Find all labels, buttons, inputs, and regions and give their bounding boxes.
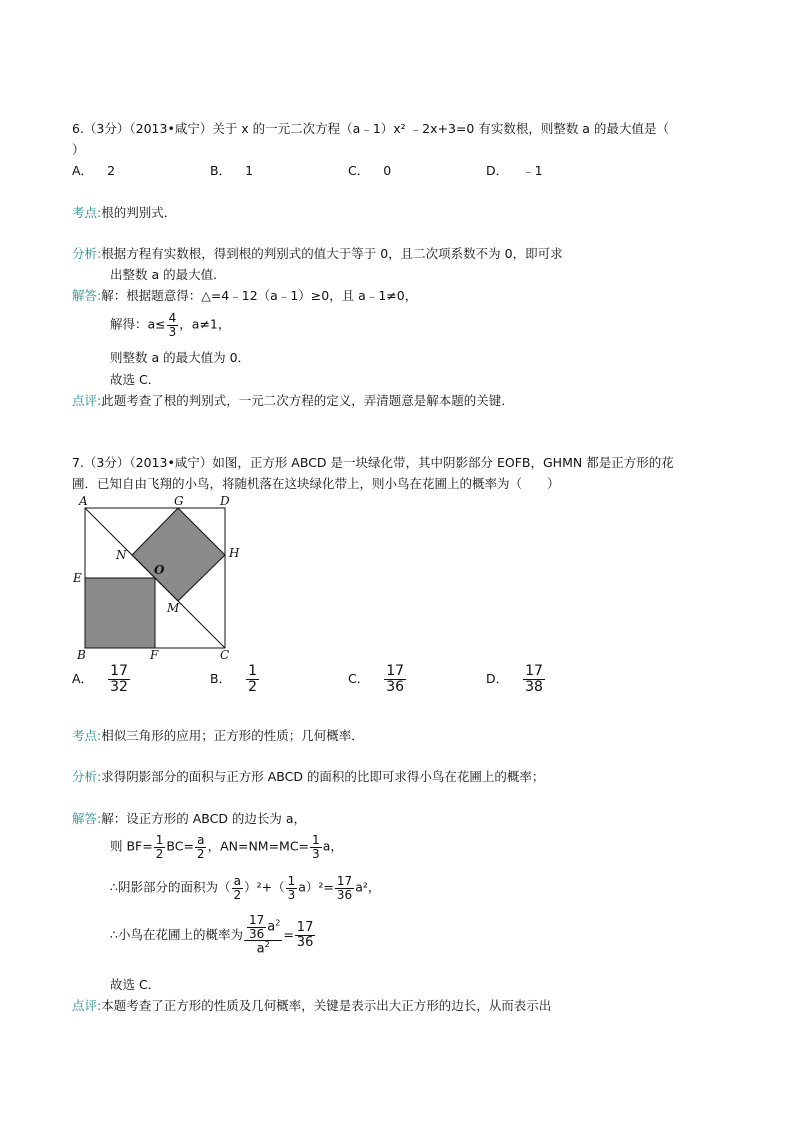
q7-jieda-line3 [110,875,380,901]
q6-option-b-letter: B． [210,163,232,178]
q6-fenxi-line2: 出整数 a 的最大值． [110,267,226,282]
fraction-denominator [255,941,272,956]
q7-option-c-letter: C． [348,670,370,686]
q6-dianping [72,395,514,408]
q6-option-a-letter: A． [72,163,94,178]
square-exponent: 2 [264,940,270,950]
q7-l4-inner-var: a [267,919,276,935]
q7-kaodian-label: 考点: [72,728,102,743]
fraction-denominator: 3 [287,887,296,902]
q7-l2-c: ，AN=NM=MC= [207,838,310,854]
q7-l3-b: ）²+（ [244,879,285,895]
label-d: D [220,494,230,508]
q7-dianping-text: 本题考查了正方形的性质及几何概率，关键是表示出大正方形的边长，从而表示出 [101,998,552,1013]
q6-fraction-4-3 [167,312,179,338]
q7-fenxi [72,771,544,784]
q6-dianping-label: 点评: [72,393,102,408]
fraction-numerator: 1 [155,833,164,847]
fraction-denominator: 36 [336,887,353,902]
q7-jieda-line1: 解：设正方形的 ABCD 的边长为 a， [101,811,307,826]
square-exponent: 2 [275,918,281,928]
fraction-denominator: 2 [196,846,205,861]
fraction-denominator: 32 [110,678,128,695]
fraction-denominator: 36 [296,934,314,950]
fraction-denominator: 2 [155,846,164,861]
fraction-numerator: 1 [248,663,257,679]
q7-l3-a: ∴阴影部分的面积为（ [110,879,231,895]
label-h: H [229,546,240,560]
q7-l4-eq: = [283,926,294,942]
q7-l3-fraction-3 [335,875,354,901]
q6-fenxi-label: 分析: [72,246,102,261]
q7-option-d-fraction [523,664,545,694]
fraction-denominator: 36 [248,926,265,941]
q7-l3-d: a²， [355,879,381,895]
fraction-numerator: a [197,833,205,847]
q7-dianping-label: 点评: [72,998,102,1013]
q7-jieda [72,813,306,826]
q6-fenxi-line1: 根据方程有实数根，得到根的判别式的值大于等于 0，且二次项系数不为 0，即可求 [101,246,563,261]
q6-option-c-letter: C． [348,163,370,178]
q7-option-a[interactable] [72,664,131,694]
fraction-numerator: 17 [336,874,353,888]
q6-jieda-line2-post: ，a≠1， [179,316,231,332]
q7-l2-d: a， [322,838,343,854]
q7-stem-line1: 7.（3分）（2013•咸宁）如图，正方形 ABCD 是一块绿化带，其中阴影部分 EOFB，GHMN 都是正方形的花 [72,455,674,470]
fraction-numerator: 1 [287,874,296,888]
q6-option-d-value: ﹣1 [522,163,543,178]
q6-jieda-line3: 则整数 a 的最大值为 0． [110,350,251,365]
q6-option-c-value: 0 [383,163,392,178]
q7-l2-fraction-2 [195,834,207,860]
q6-option-a-value: 2 [107,163,116,178]
q7-option-a-letter: A． [72,670,94,686]
q6-jieda-line4: 故选 C． [110,372,161,387]
fraction-denominator: 3 [312,846,320,861]
q6-stem-line1: 6.（3分）（2013•咸宁）关于 x 的一元二次方程（a﹣1）x² ﹣2x+3=0 有实数根，则整数 a 的最大值是（ [72,121,669,136]
q7-l2-a: 则 BF= [110,838,153,854]
q7-option-b-letter: B． [210,670,232,686]
q6-option-c[interactable] [348,165,391,178]
q6-jieda-label: 解答: [72,288,102,303]
q7-dianping [72,1000,551,1013]
q7-l2-fraction-1 [154,834,166,860]
q7-l4-den-var: a [256,941,265,957]
q7-fenxi-text: 求得阴影部分的面积与正方形 ABCD 的面积的比即可求得小鸟在花圃上的概率； [101,769,545,784]
fraction-numerator [244,914,282,941]
q6-jieda-line2 [110,312,230,338]
label-c: C [220,648,230,661]
q7-jieda-line2 [110,834,343,860]
fraction-denominator: 36 [386,678,405,695]
q7-l4-result-fraction [295,921,316,949]
q7-option-b-fraction [246,664,259,694]
q7-l2-b: BC= [166,838,194,854]
fraction-denominator: 2 [233,887,242,902]
q6-option-a[interactable] [72,165,115,178]
q7-fenxi-label: 分析: [72,769,102,784]
label-f: F [150,648,159,661]
label-m: M [167,601,180,615]
q7-option-a-fraction [108,664,130,694]
label-a: A [79,494,88,508]
label-g: G [174,494,184,508]
q6-jieda-line2-pre: 解得：a≤ [110,316,166,332]
q6-stem-line2: ） [72,142,85,157]
q6-option-b[interactable] [210,165,253,178]
fraction-numerator: 17 [110,663,128,679]
fraction-denominator: 38 [525,678,543,695]
q7-option-d-letter: D． [486,670,509,686]
q7-l4-compound-fraction [244,914,282,956]
fraction-numerator: 17 [248,913,265,927]
fraction-numerator: 1 [312,833,320,847]
q7-stem-line2: 圃．已知自由飞翔的小鸟，将随机落在这块绿化带上，则小鸟在花圃上的概率为（ ） [72,476,560,491]
q7-square-figure [70,493,250,661]
q7-l2-fraction-3 [310,834,322,860]
fraction-numerator: a [233,874,241,888]
q7-kaodian [72,730,364,743]
label-e: E [73,571,82,585]
q7-l3-fraction-2 [286,875,298,901]
q6-kaodian-label: 考点: [72,205,102,220]
q6-option-b-value: 1 [245,163,254,178]
square-eofb-shaded [85,578,155,648]
fraction-numerator: 4 [168,311,177,325]
q6-jieda [72,290,417,303]
q7-l3-c: a）²= [298,879,334,895]
label-o: O [154,563,165,577]
label-n: N [116,548,127,562]
q7-option-c[interactable] [348,664,407,694]
q7-jieda-label: 解答: [72,811,102,826]
fraction-numerator: 17 [525,663,543,679]
q7-jieda-line4 [110,914,316,956]
q7-option-c-fraction [384,664,406,694]
q6-option-d-letter: D． [486,163,509,178]
q7-option-d[interactable] [486,664,546,694]
q7-jieda-line5: 故选 C． [110,977,161,992]
q6-jieda-line1: 解：根据题意得：△=4﹣12（a﹣1）≥0，且 a﹣1≠0， [101,288,418,303]
q7-l4-inner-fraction [247,914,266,940]
q6-fenxi [72,248,563,261]
q6-kaodian-text: 根的判别式． [101,205,177,220]
fraction-denominator: 2 [248,678,257,695]
label-b: B [77,648,86,661]
q7-l4-a: ∴小鸟在花圃上的概率为 [110,926,243,942]
fraction-denominator: 3 [168,324,177,339]
q6-kaodian [72,207,176,220]
fraction-numerator: 17 [386,663,405,679]
q7-kaodian-text: 相似三角形的应用；正方形的性质；几何概率． [101,728,364,743]
q6-dianping-text: 此题考查了根的判别式，一元二次方程的定义，弄清题意是解本题的关键． [101,393,514,408]
q7-option-b[interactable] [210,664,260,694]
fraction-numerator: 17 [296,919,314,935]
q6-option-d[interactable] [486,165,543,178]
q7-l3-fraction-1 [231,875,243,901]
